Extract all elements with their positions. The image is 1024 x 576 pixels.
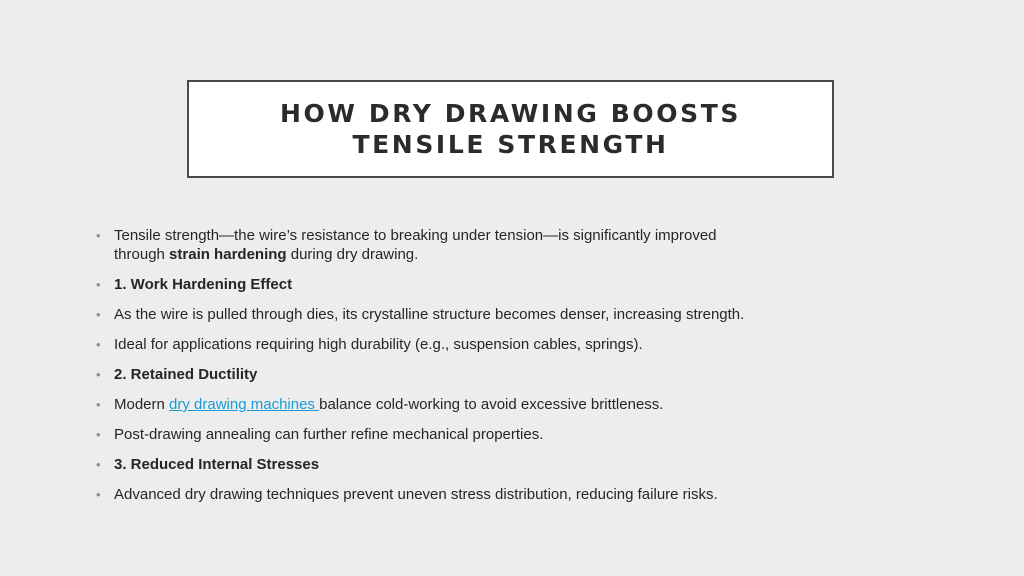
bullet-heading: 3. Reduced Internal Stresses (114, 456, 320, 473)
slide-title-line-1: HOW DRY DRAWING BOOSTS (280, 99, 741, 128)
bullet-heading: 2. Retained Ductility (114, 366, 258, 383)
bullet-text: during dry drawing. (286, 246, 419, 263)
bullet-text: Ideal for applications requiring high durability (e.g., suspension cables, springs). (114, 336, 643, 353)
bullet-bold-text: strain hardening (169, 246, 287, 263)
bullet-dot-icon: • (96, 337, 101, 352)
bullet-heading: 1. Work Hardening Effect (114, 276, 293, 293)
bullet-dot-icon: • (96, 397, 101, 412)
bullet-dot-icon: • (96, 307, 101, 322)
bullet-text: Advanced dry drawing techniques prevent uneven stress distribution, reducing failure risks. (114, 486, 718, 503)
bullet-list (96, 226, 926, 515)
slide-title-line-2: TENSILE STRENGTH (352, 130, 669, 159)
bullet-item-retained-ductility (96, 365, 926, 384)
bullet-item-tensile-strength (96, 226, 926, 264)
bullet-dot-icon: • (96, 427, 101, 442)
bullet-dot-icon: • (96, 457, 101, 472)
bullet-text: As the wire is pulled through dies, its crystalline structure becomes denser, increasing strength. (114, 306, 745, 323)
dry-drawing-machines-link[interactable]: dry drawing machines (169, 396, 320, 413)
bullet-item-modern-machines (96, 395, 926, 414)
bullet-text: Post-drawing annealing can further refine mechanical properties. (114, 426, 544, 443)
bullet-text: through (114, 246, 170, 263)
bullet-item-crystalline (96, 305, 926, 324)
bullet-item-annealing (96, 425, 926, 444)
bullet-text: balance cold-working to avoid excessive brittleness. (319, 396, 664, 413)
bullet-dot-icon: • (96, 228, 101, 243)
bullet-item-advanced-techniques (96, 485, 926, 504)
bullet-dot-icon: • (96, 487, 101, 502)
bullet-dot-icon: • (96, 367, 101, 382)
bullet-item-work-hardening (96, 275, 926, 294)
bullet-dot-icon: • (96, 277, 101, 292)
bullet-item-applications (96, 335, 926, 354)
bullet-text: Tensile strength—the wire’s resistance to breaking under tension—is significantly improved (114, 227, 717, 244)
bullet-item-reduced-stresses (96, 455, 926, 474)
bullet-text: Modern (114, 396, 170, 413)
title-box (187, 80, 834, 178)
